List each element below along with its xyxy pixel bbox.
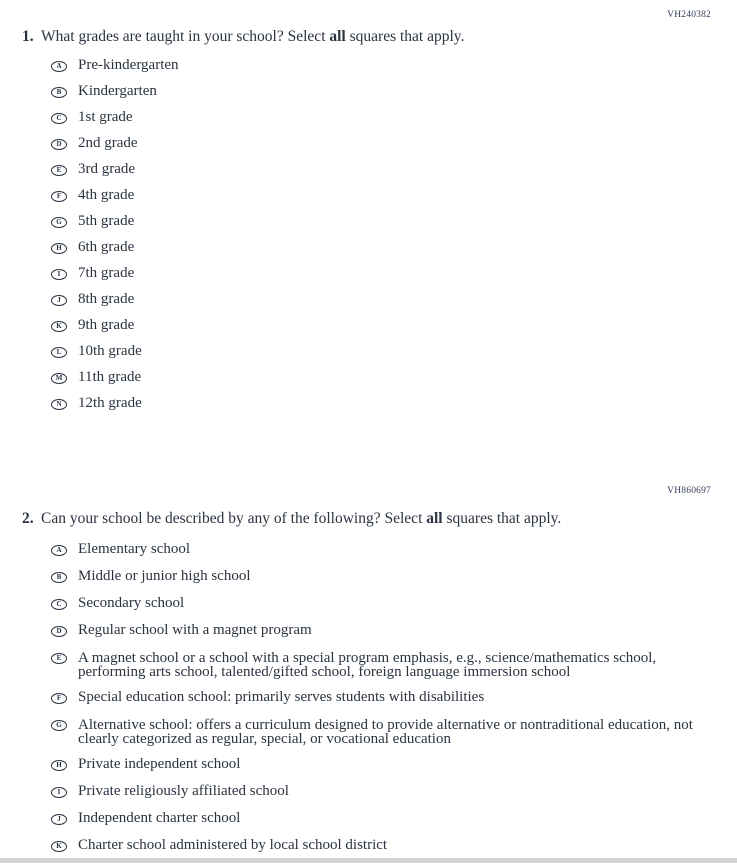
option-row-q1-1st-grade[interactable] [51,109,711,126]
accession-code-q1: VH240382 [667,10,711,20]
question-2-number: 2. [22,510,34,527]
answer-bubble-icon[interactable]: E [51,165,67,176]
question-2-options [51,541,711,854]
option-row-q1-11th-grade[interactable] [51,369,711,386]
option-label: 10th grade [78,343,142,359]
option-row-q1-kindergarten[interactable] [51,83,711,100]
option-label: A magnet school or a school with a special program emphasis, e.g., science/mathematics school, performing arts school, talented/gifted school, foreign language immersion school [78,650,657,680]
option-label: Kindergarten [78,83,157,99]
answer-bubble-icon[interactable]: E [51,653,67,664]
question-1-bold-word: all [329,28,346,45]
option-row-q1-4th-grade[interactable] [51,187,711,204]
option-row-q2-elementary-school[interactable] [51,541,711,558]
answer-bubble-icon[interactable]: A [51,545,67,556]
question-1-options [51,57,711,412]
option-row-q2-private-independent[interactable] [51,756,711,773]
question-1-text-after: squares that apply. [345,28,465,45]
answer-bubble-icon[interactable]: M [51,373,67,384]
answer-bubble-icon[interactable]: D [51,139,67,150]
option-row-q1-8th-grade[interactable] [51,291,711,308]
answer-bubble-icon[interactable]: I [51,269,67,280]
option-label: 8th grade [78,291,135,307]
option-label: 7th grade [78,265,135,281]
answer-bubble-icon[interactable]: J [51,814,67,825]
question-1-text [41,27,711,46]
option-row-q2-district-charter[interactable] [51,837,711,854]
answer-bubble-icon[interactable]: B [51,572,67,583]
option-label: 6th grade [78,239,135,255]
question-2-text-before: Can your school be described by any of the following? Select [41,510,427,527]
option-label: 5th grade [78,213,135,229]
option-label: 1st grade [78,109,133,125]
option-row-q1-2nd-grade[interactable] [51,135,711,152]
question-1-text-before: What grades are taught in your school? Select [41,28,330,45]
answer-bubble-icon[interactable]: K [51,841,67,852]
option-row-q2-middle-or-junior-high[interactable] [51,568,711,585]
option-label: Independent charter school [78,810,241,826]
option-label: 4th grade [78,187,135,203]
option-row-q1-pre-kindergarten[interactable] [51,57,711,74]
question-2-section [22,486,711,863]
option-row-q1-5th-grade[interactable] [51,213,711,230]
answer-bubble-icon[interactable]: N [51,399,67,410]
option-row-q1-7th-grade[interactable] [51,265,711,282]
answer-bubble-icon[interactable]: L [51,347,67,358]
page-bottom-edge-bar [0,858,737,863]
option-row-q2-alternative-school[interactable] [51,716,711,746]
question-1 [22,27,711,46]
option-label: 12th grade [78,395,142,411]
answer-bubble-icon[interactable]: D [51,626,67,637]
option-label: Elementary school [78,541,191,557]
option-row-q2-secondary-school[interactable] [51,595,711,612]
answer-bubble-icon[interactable]: C [51,113,67,124]
option-row-q2-magnet-school[interactable] [51,649,711,679]
answer-bubble-icon[interactable]: K [51,321,67,332]
answer-bubble-icon[interactable]: G [51,720,67,731]
option-row-q2-independent-charter[interactable] [51,810,711,827]
option-row-q2-special-education-school[interactable] [51,689,711,706]
option-row-q2-private-religious[interactable] [51,783,711,800]
answer-bubble-icon[interactable]: C [51,599,67,610]
option-label: Middle or junior high school [78,568,251,584]
option-label: Private independent school [78,756,241,772]
option-label: 9th grade [78,317,135,333]
answer-bubble-icon[interactable]: F [51,191,67,202]
option-label: Private religiously affiliated school [78,783,289,799]
option-label: Special education school: primarily serves students with disabilities [78,689,485,705]
answer-bubble-icon[interactable]: A [51,61,67,72]
question-1-section [22,10,711,421]
accession-code-q2: VH860697 [667,486,711,496]
option-label: 3rd grade [78,161,136,177]
option-row-q1-3rd-grade[interactable] [51,161,711,178]
option-row-q1-10th-grade[interactable] [51,343,711,360]
answer-bubble-icon[interactable]: J [51,295,67,306]
question-1-number: 1. [22,28,34,45]
question-2-text-after: squares that apply. [442,510,562,527]
answer-bubble-icon[interactable]: F [51,693,67,704]
option-label: Regular school with a magnet program [78,622,312,638]
question-2 [22,509,711,528]
option-label: Secondary school [78,595,185,611]
option-label: 2nd grade [78,135,138,151]
question-2-bold-word: all [426,510,443,527]
option-row-q1-9th-grade[interactable] [51,317,711,334]
answer-bubble-icon[interactable]: H [51,243,67,254]
option-row-q1-6th-grade[interactable] [51,239,711,256]
option-label: Pre-kindergarten [78,57,179,73]
option-row-q1-12th-grade[interactable] [51,395,711,412]
option-label: Alternative school: offers a curriculum designed to provide alternative or nontraditional education, not clearly categorized as regular, special, or vocational education [78,717,693,747]
option-label: 11th grade [78,369,142,385]
question-2-text [41,509,711,528]
answer-bubble-icon[interactable]: B [51,87,67,98]
option-label: Charter school administered by local school district [78,837,388,853]
answer-bubble-icon[interactable]: H [51,760,67,771]
answer-bubble-icon[interactable]: I [51,787,67,798]
answer-bubble-icon[interactable]: G [51,217,67,228]
option-row-q2-regular-magnet-program[interactable] [51,622,711,639]
